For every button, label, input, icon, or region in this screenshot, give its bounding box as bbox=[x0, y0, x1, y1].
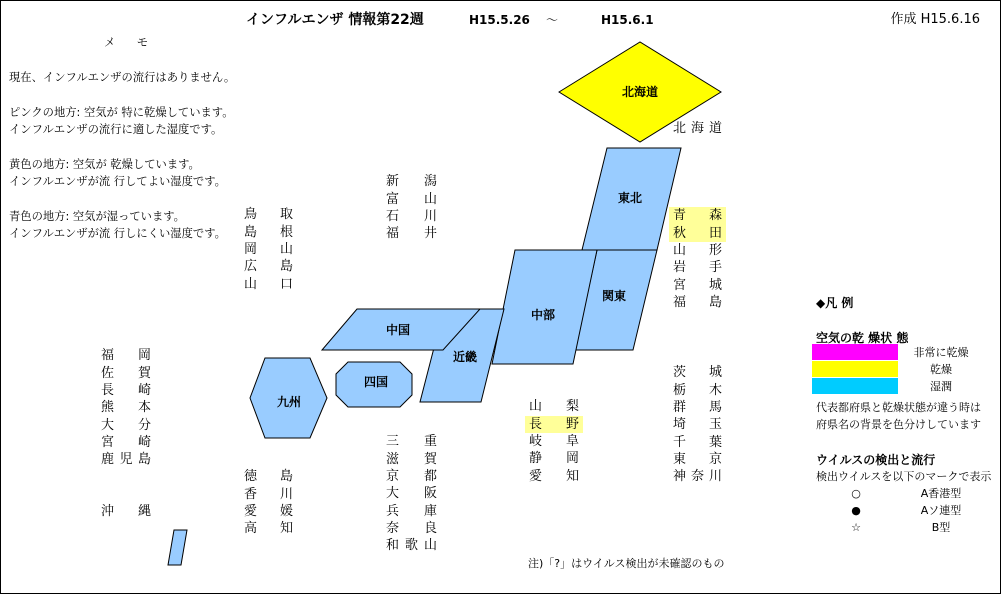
prefecture-label bbox=[240, 206, 297, 223]
char: 群 bbox=[673, 399, 687, 415]
prefecture-label bbox=[97, 417, 155, 434]
prefecture-label bbox=[97, 434, 155, 451]
prefecture-label bbox=[382, 451, 441, 468]
char: 栃 bbox=[673, 382, 687, 398]
char: 島 bbox=[708, 295, 722, 311]
region-chubu-label: 中部 bbox=[530, 308, 556, 322]
prefecture-label bbox=[669, 277, 726, 294]
char: 知 bbox=[279, 521, 293, 537]
char: 崎 bbox=[137, 435, 151, 451]
char: 島 bbox=[279, 469, 293, 485]
char: メ bbox=[104, 36, 116, 49]
prefecture-label bbox=[382, 225, 441, 242]
char: 茨 bbox=[673, 365, 687, 381]
char: 野 bbox=[565, 416, 579, 432]
prefecture-list-kyushu bbox=[101, 347, 151, 468]
char: 川 bbox=[708, 469, 722, 485]
char: 根 bbox=[279, 224, 293, 240]
char: 徳 bbox=[244, 469, 258, 485]
char: 新 bbox=[386, 174, 400, 190]
char: 山 bbox=[529, 399, 543, 415]
prefecture-list-hokkaido bbox=[673, 120, 722, 137]
legend-very-dry-label: 非常に乾燥 bbox=[913, 346, 969, 359]
period-separator: ～ bbox=[546, 13, 559, 27]
char: 島 bbox=[244, 224, 258, 240]
char: 和 bbox=[386, 538, 400, 554]
legend-swatch-dry bbox=[812, 361, 898, 377]
prefecture-label bbox=[382, 433, 441, 450]
legend-note-line1: 代表都府県と乾燥状態が違う時は bbox=[816, 401, 981, 414]
char: 川 bbox=[279, 486, 293, 502]
char: 知 bbox=[565, 468, 579, 484]
prefecture-label bbox=[669, 242, 726, 259]
region-kinki-label: 近畿 bbox=[452, 350, 478, 364]
prefecture-label bbox=[382, 503, 441, 520]
prefecture-label bbox=[669, 364, 726, 381]
char: 岩 bbox=[673, 260, 687, 276]
prefecture-label bbox=[240, 224, 297, 241]
char: 馬 bbox=[708, 399, 722, 415]
char: 都 bbox=[423, 468, 437, 484]
char: 手 bbox=[708, 260, 722, 276]
char: 岡 bbox=[244, 241, 258, 257]
char: 梨 bbox=[565, 399, 579, 415]
region-kyushu-label: 九州 bbox=[276, 395, 302, 409]
prefecture-label bbox=[525, 450, 583, 467]
prefecture-label bbox=[382, 191, 441, 208]
char: 歌 bbox=[404, 538, 418, 554]
char: 城 bbox=[708, 277, 722, 293]
char: 福 bbox=[101, 348, 115, 364]
memo-status: 現在、インフルエンザの流行はありません。 bbox=[9, 71, 236, 84]
legend-dry-label: 乾燥 bbox=[930, 363, 952, 376]
memo-blue-line1: 青色の地方: 空気が湿っています。 bbox=[9, 210, 185, 223]
created-date: 作成 H15.6.16 bbox=[890, 12, 980, 27]
prefecture-label bbox=[97, 399, 155, 416]
char: 賀 bbox=[423, 451, 437, 467]
char: 岐 bbox=[529, 433, 543, 449]
char: 山 bbox=[423, 191, 437, 207]
char: 香 bbox=[244, 486, 258, 502]
char: 本 bbox=[137, 400, 151, 416]
region-kyushu bbox=[250, 358, 327, 438]
char: 福 bbox=[386, 226, 400, 242]
region-shikoku-label: 四国 bbox=[363, 375, 389, 389]
char: 長 bbox=[101, 382, 115, 398]
memo-yellow-line1: 黄色の地方: 空気が 乾燥しています。 bbox=[9, 158, 200, 171]
char: 沖 bbox=[101, 504, 115, 520]
legend-swatch-humid bbox=[812, 378, 898, 394]
prefecture-label bbox=[240, 258, 297, 275]
legend-virus-title: ウイルスの検出と流行 bbox=[816, 453, 936, 467]
legend-heading: ◆凡 例 bbox=[816, 296, 854, 310]
prefecture-label bbox=[97, 382, 155, 399]
prefecture-label bbox=[525, 468, 583, 485]
char: 岡 bbox=[137, 348, 151, 364]
char: 山 bbox=[673, 242, 687, 258]
char: 阜 bbox=[565, 433, 579, 449]
prefecture-label bbox=[240, 486, 297, 503]
char: 葉 bbox=[708, 434, 722, 450]
char: 奈 bbox=[690, 469, 704, 485]
footnote: 注)「?」はウイルス検出が未確認のもの bbox=[528, 557, 725, 570]
char: 阪 bbox=[423, 486, 437, 502]
prefecture-list-okinawa bbox=[101, 503, 151, 520]
char: 重 bbox=[423, 434, 437, 450]
prefecture-label bbox=[669, 259, 726, 276]
char: 千 bbox=[673, 434, 687, 450]
prefecture-list-tohoku bbox=[673, 207, 722, 311]
char: 形 bbox=[708, 242, 722, 258]
char: 媛 bbox=[279, 503, 293, 519]
prefecture-label bbox=[240, 468, 297, 485]
prefecture-label bbox=[669, 468, 726, 485]
char: 鹿 bbox=[101, 452, 115, 468]
char: 山 bbox=[423, 538, 437, 554]
char: 良 bbox=[423, 521, 437, 537]
prefecture-label bbox=[669, 399, 726, 416]
region-chugoku-label: 中国 bbox=[385, 323, 411, 337]
char: 静 bbox=[529, 451, 543, 467]
char: 海 bbox=[690, 121, 704, 137]
char: 青 bbox=[673, 208, 687, 224]
prefecture-label bbox=[669, 207, 726, 224]
char: 京 bbox=[386, 468, 400, 484]
char: 広 bbox=[244, 259, 258, 275]
prefecture-label bbox=[669, 294, 726, 311]
char: 島 bbox=[137, 452, 151, 468]
char: 滋 bbox=[386, 451, 400, 467]
char: 大 bbox=[101, 417, 115, 433]
prefecture-label bbox=[240, 241, 297, 258]
prefecture-label bbox=[382, 537, 441, 554]
char: 庫 bbox=[423, 503, 437, 519]
legend-mark-label-a-soviet: Aソ連型 bbox=[920, 504, 962, 517]
memo-pink-line1: ピンクの地方: 空気が 特に乾燥しています。 bbox=[9, 106, 234, 119]
memo-blue-line2: インフルエンザが流 行しにくい湿度です。 bbox=[9, 227, 226, 240]
prefecture-label bbox=[382, 173, 441, 190]
region-okinawa bbox=[168, 530, 187, 565]
legend-humidity-title: 空気の乾 燥状 態 bbox=[816, 331, 909, 345]
region-kanto-label: 関東 bbox=[601, 289, 627, 303]
prefecture-label bbox=[669, 451, 726, 468]
char: 三 bbox=[386, 434, 400, 450]
memo-yellow-line2: インフルエンザが流 行してよい湿度です。 bbox=[9, 175, 226, 188]
star-outline-icon: ☆ bbox=[851, 521, 861, 534]
prefecture-label bbox=[382, 485, 441, 502]
period-start: H15.5.26 bbox=[469, 13, 530, 27]
char: 岡 bbox=[565, 451, 579, 467]
prefecture-label bbox=[97, 365, 155, 382]
char: 城 bbox=[708, 365, 722, 381]
char: 愛 bbox=[529, 468, 543, 484]
prefecture-list-chugoku bbox=[244, 206, 293, 293]
char: 兵 bbox=[386, 503, 400, 519]
char: 東 bbox=[673, 452, 687, 468]
prefecture-label bbox=[240, 503, 297, 520]
prefecture-label bbox=[382, 520, 441, 537]
prefecture-label bbox=[669, 225, 726, 242]
prefecture-list-hokuriku bbox=[386, 173, 437, 242]
char: 川 bbox=[423, 208, 437, 224]
char: 島 bbox=[279, 259, 293, 275]
char: 秋 bbox=[673, 225, 687, 241]
prefecture-label bbox=[669, 416, 726, 433]
prefecture-list-kinki bbox=[386, 433, 437, 554]
char: 山 bbox=[279, 241, 293, 257]
prefecture-label bbox=[97, 451, 155, 468]
prefecture-label bbox=[669, 382, 726, 399]
char: 宮 bbox=[101, 435, 115, 451]
char: 道 bbox=[708, 121, 722, 137]
region-tohoku bbox=[582, 148, 681, 250]
char: 福 bbox=[673, 295, 687, 311]
prefecture-label bbox=[97, 503, 155, 520]
char: 木 bbox=[708, 382, 722, 398]
char: 富 bbox=[386, 191, 400, 207]
prefecture-label bbox=[669, 434, 726, 451]
legend-mark-label-b: B型 bbox=[931, 521, 951, 534]
prefecture-list-chubu bbox=[529, 398, 579, 485]
char: 賀 bbox=[137, 365, 151, 381]
prefecture-list-shikoku bbox=[244, 468, 293, 537]
legend-mark-label-a-hongkong: A香港型 bbox=[920, 487, 962, 500]
filled-circle-icon: ● bbox=[851, 504, 861, 517]
memo-pink-line2: インフルエンザの流行に適した湿度です。 bbox=[9, 123, 223, 136]
char: 神 bbox=[673, 469, 687, 485]
memo-heading bbox=[104, 35, 148, 51]
prefecture-list-kanto bbox=[673, 364, 722, 485]
prefecture-label bbox=[240, 276, 297, 293]
char: 宮 bbox=[673, 277, 687, 293]
prefecture-label bbox=[382, 468, 441, 485]
page-title: インフルエンザ 情報第22週 bbox=[246, 12, 424, 28]
region-tohoku-label: 東北 bbox=[617, 191, 643, 205]
region-hokkaido-label: 北海道 bbox=[621, 85, 659, 99]
char: 崎 bbox=[137, 382, 151, 398]
char: 埼 bbox=[673, 417, 687, 433]
legend-humidity-swatches bbox=[812, 344, 898, 394]
char: 口 bbox=[279, 276, 293, 292]
char: 長 bbox=[529, 416, 543, 432]
prefecture-label bbox=[669, 120, 726, 137]
char: 潟 bbox=[423, 174, 437, 190]
prefecture-label bbox=[97, 347, 155, 364]
char: 分 bbox=[137, 417, 151, 433]
char: 北 bbox=[673, 121, 687, 137]
open-circle-icon: ○ bbox=[851, 487, 861, 500]
region-okinawa-shape bbox=[168, 530, 187, 565]
period-end: H15.6.1 bbox=[601, 13, 654, 27]
region-shikoku bbox=[336, 362, 412, 407]
char: 山 bbox=[244, 276, 258, 292]
char: 森 bbox=[708, 208, 722, 224]
prefecture-label bbox=[240, 520, 297, 537]
legend-swatch-very-dry bbox=[812, 344, 898, 360]
char: 田 bbox=[708, 225, 722, 241]
char: 大 bbox=[386, 486, 400, 502]
char: 高 bbox=[244, 521, 258, 537]
char: 井 bbox=[423, 226, 437, 242]
char: 取 bbox=[279, 207, 293, 223]
char: 奈 bbox=[386, 521, 400, 537]
legend-humid-label: 湿潤 bbox=[930, 380, 952, 393]
legend-virus-note: 検出ウイルスを以下のマークで表示 bbox=[816, 470, 992, 483]
char: 佐 bbox=[101, 365, 115, 381]
char: 鳥 bbox=[244, 207, 258, 223]
char: 熊 bbox=[101, 400, 115, 416]
char: モ bbox=[136, 36, 148, 49]
char: 石 bbox=[386, 208, 400, 224]
char: 玉 bbox=[708, 417, 722, 433]
prefecture-label bbox=[525, 398, 583, 415]
char: 縄 bbox=[137, 504, 151, 520]
prefecture-label bbox=[525, 416, 583, 433]
char: 児 bbox=[119, 452, 133, 468]
prefecture-label bbox=[382, 208, 441, 225]
char: 京 bbox=[708, 452, 722, 468]
legend-note-line2: 府県名の背景を色分けしています bbox=[816, 418, 981, 431]
prefecture-label bbox=[525, 433, 583, 450]
char: 愛 bbox=[244, 503, 258, 519]
